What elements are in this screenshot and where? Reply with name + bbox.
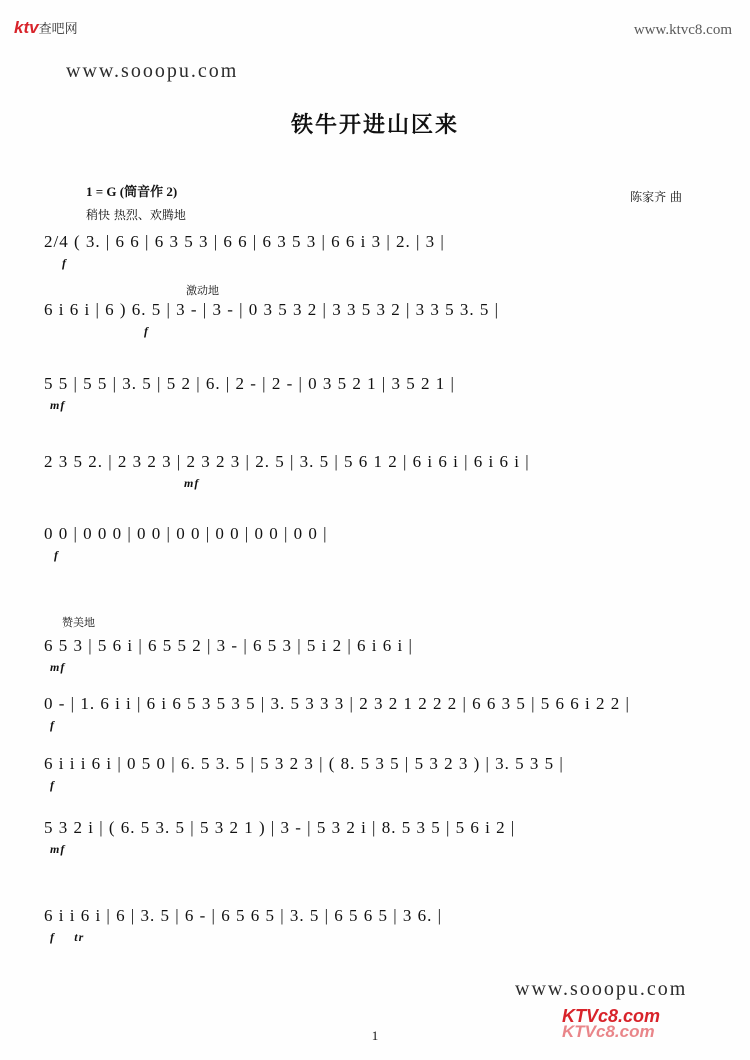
trill-ornament-label: tr (74, 930, 85, 944)
ktvc8-url-top-right: www.ktvc8.com (633, 22, 732, 38)
dynamic-mark: f (144, 324, 149, 338)
music-system-10 (44, 906, 714, 962)
dynamic-mark: mf (50, 660, 66, 674)
system-notes: 6 i 6 i | 6 ) 6. 5 | 3 - | 3 - | 0 3 5 3 2 | 3 3 5 3 2 | 3 3 5 3. 5 | (44, 300, 500, 319)
key-signature: 1 = G (筒音作 2) (86, 184, 178, 199)
music-system-1 (44, 232, 714, 288)
tempo-marking: 稍快 热烈、欢腾地 (86, 208, 186, 222)
system-notes: 6 i i 6 i | 6 | 3. 5 | 6 - | 6 5 6 5 | 3. 5 | 6 5 6 5 | 3 6. | (44, 906, 443, 925)
ktv-logo-text: ktv (14, 18, 39, 37)
music-system-2 (44, 300, 714, 356)
dynamic-mark: mf (184, 476, 200, 490)
page-number: 1 (371, 1028, 379, 1043)
dynamic-mark: f (50, 778, 55, 792)
music-system-6 (44, 636, 714, 692)
system-notes: 2 3 5 2. | 2 3 2 3 | 2 3 2 3 | 2. 5 | 3. 5 | 5 6 1 2 | 6 i 6 i | 6 i 6 i | (44, 452, 530, 471)
music-system-4 (44, 452, 714, 508)
ktv-watermark-top-left (14, 18, 78, 38)
sooopu-url-top: www.sooopu.com (66, 60, 239, 82)
music-system-7 (44, 694, 714, 750)
dynamic-mark: f (54, 548, 59, 562)
system-notes: 6 i i i 6 i | 0 5 0 | 6. 5 3. 5 | 5 3 2 3 | ( 8. 5 3 5 | 5 3 2 3 ) | 3. 5 3 5 | (44, 754, 564, 773)
expression-mark-1: 激动地 (186, 284, 219, 297)
music-system-5 (44, 524, 714, 580)
dynamic-mark: mf (50, 842, 66, 856)
system-notes: 6 5 3 | 5 6 i | 6 5 5 2 | 3 - | 6 5 3 | 5 i 2 | 6 i 6 i | (44, 636, 413, 655)
system-notes: 0 0 | 0 0 0 | 0 0 | 0 0 | 0 0 | 0 0 | 0 0 | (44, 524, 328, 543)
dynamic-mark: mf (50, 398, 66, 412)
system-notes: 5 5 | 5 5 | 3. 5 | 5 2 | 6. | 2 - | 2 - | 0 3 5 2 1 | 3 5 2 1 | (44, 374, 455, 393)
dynamic-mark: f (62, 256, 67, 270)
sooopu-url-bottom: www.sooopu.com (515, 978, 688, 1000)
dynamic-mark: f (50, 930, 55, 944)
music-system-9 (44, 818, 714, 874)
music-system-3 (44, 374, 714, 430)
expression-mark-2: 赞美地 (62, 616, 95, 629)
composer-credit: 陈家齐 曲 (630, 190, 682, 204)
ktvc8-watermark-bottom-shadow: KTVc8.com (562, 1022, 655, 1041)
ktv-logo-cn: 查吧网 (38, 21, 78, 36)
system-notes: 5 3 2 i | ( 6. 5 3. 5 | 5 3 2 1 ) | 3 - | 5 3 2 i | 8. 5 3 5 | 5 6 i 2 | (44, 818, 516, 837)
system-notes: 2/4 ( 3. | 6 6 | 6 3 5 3 | 6 6 | 6 3 5 3 | 6 6 i 3 | 2. | 3 | (44, 232, 445, 251)
page-title: 铁牛开进山区来 (290, 113, 459, 138)
dynamic-mark: f (50, 718, 55, 732)
ktvc8-bottom-text: KTVc8.com (562, 1006, 661, 1026)
music-system-8 (44, 754, 714, 810)
system-notes: 0 - | 1. 6 i i | 6 i 6 5 3 5 3 5 | 3. 5 3 3 3 | 2 3 2 1 2 2 2 | 6 6 3 5 | 5 6 6 i 2 2 | (44, 694, 630, 713)
